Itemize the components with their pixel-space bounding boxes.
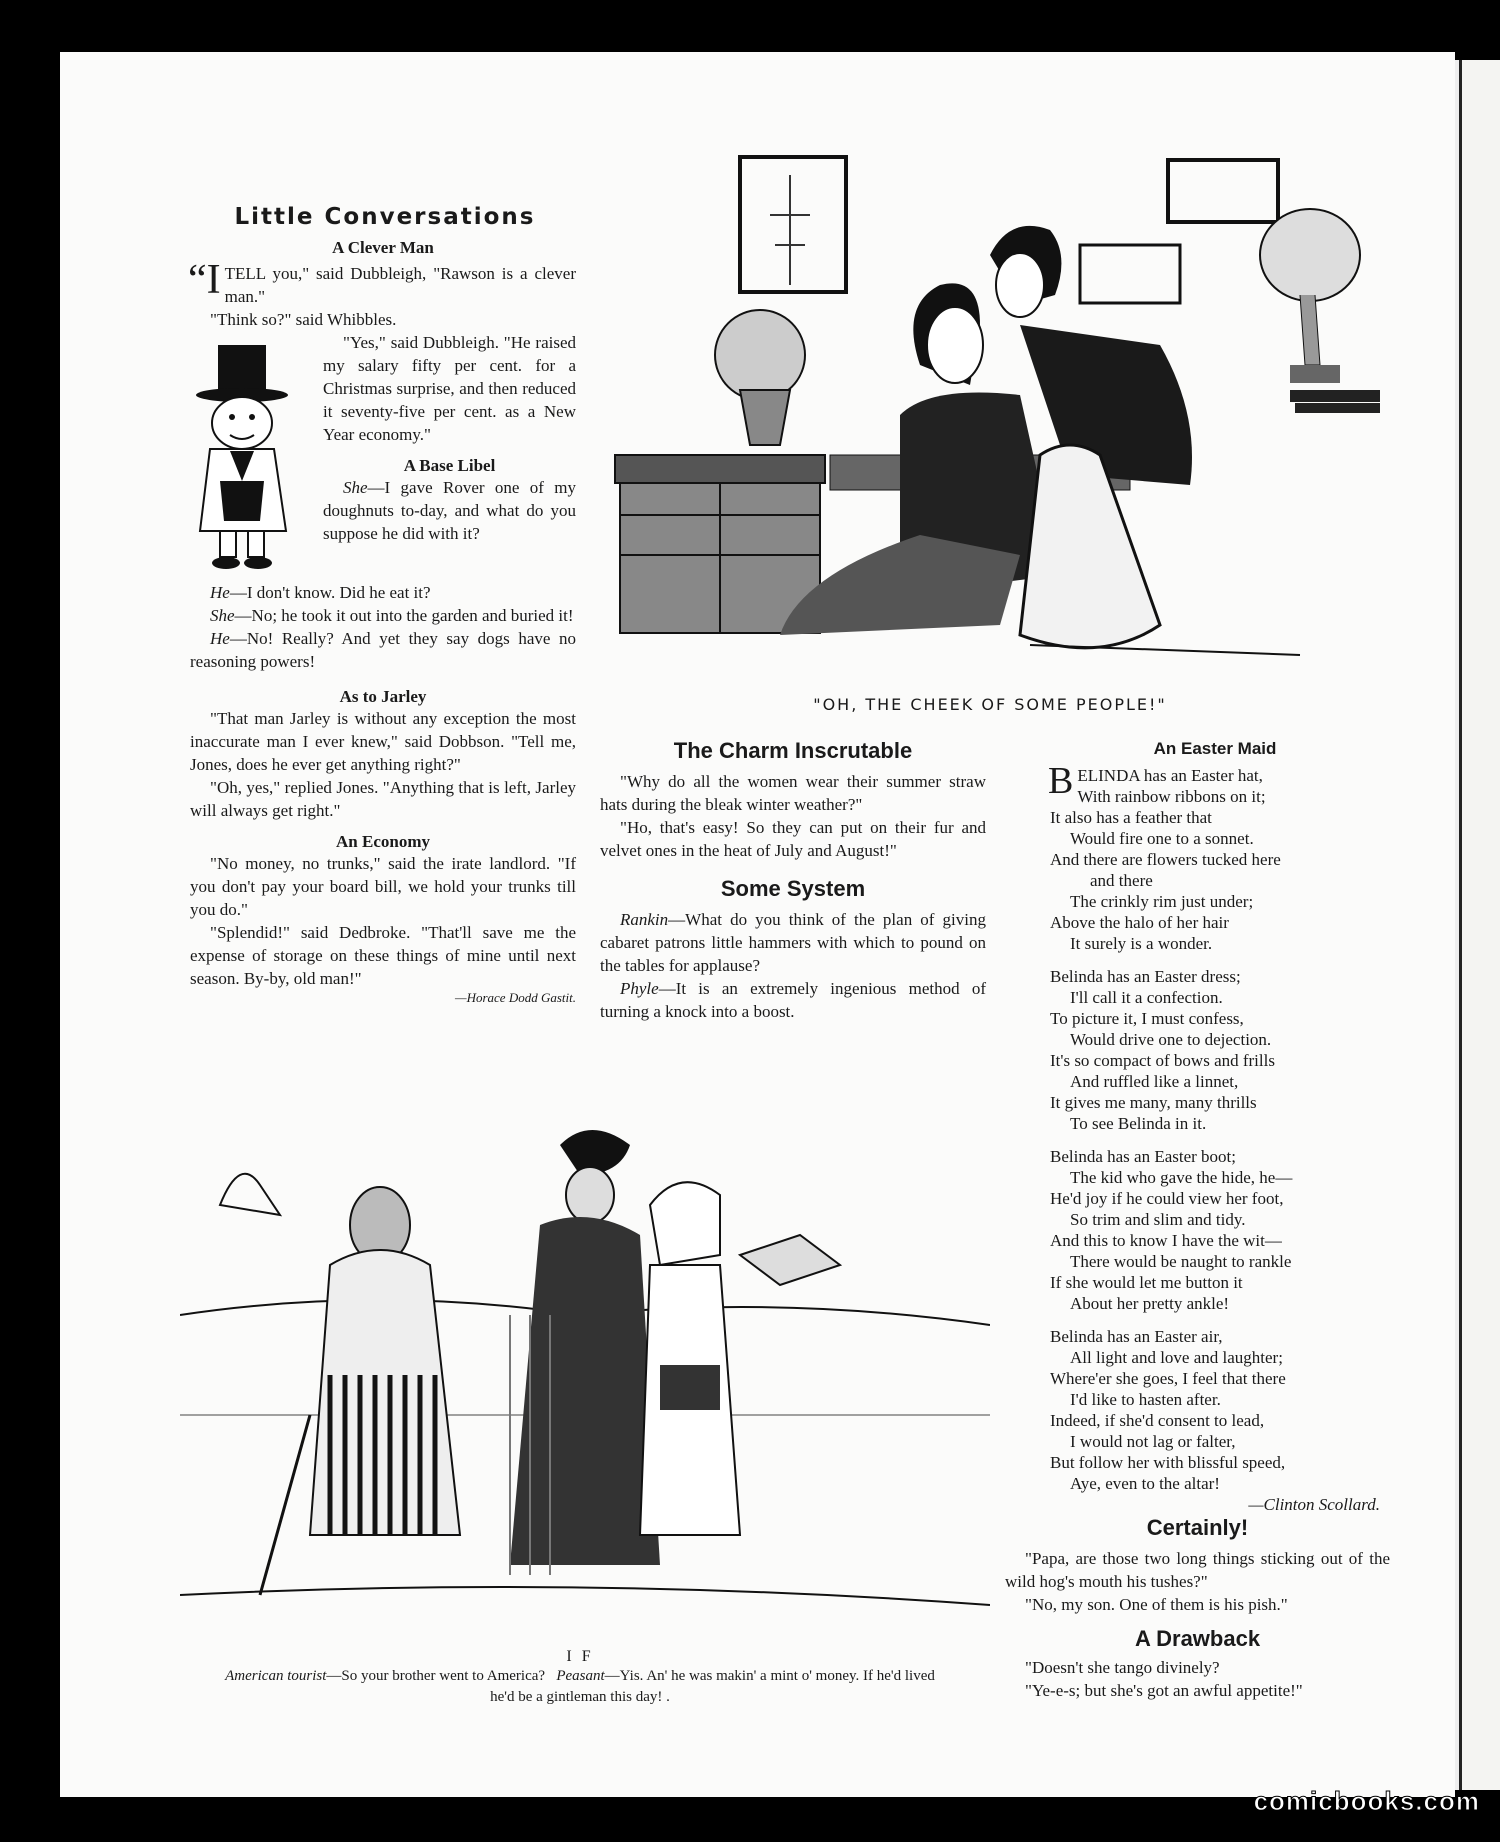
paragraph: "Yes," said Dubbleigh. "He raised my salary fifty per cent. for a Christmas surprise, and then reduced it seventy-five per cent. as a New Year economy." bbox=[323, 333, 576, 444]
stanza: BELINDA has an Easter hat, With rainbow ribbons on it; It also has a feather that Would fire one to a sonnet. And there are flowers tucked here and there The crinkly rim just under; Above the halo of her hair It surely is a wonder. bbox=[1048, 760, 1281, 953]
paragraph: —I gave Rover one of my doughnuts to-day, and what do you suppose he did with it? bbox=[323, 478, 576, 543]
section-heading: An Easter Maid bbox=[1153, 739, 1277, 758]
author-credit: —Clinton Scollard. bbox=[1248, 1495, 1380, 1514]
watermark: comicbooks.com bbox=[1253, 1786, 1480, 1816]
bottom-illustration-caption: American tourist—So your brother went to America? Peasant—Yis. An' he was makin' a mint o' money. If he'd lived he'd be a gintleman this day! . bbox=[225, 1668, 935, 1705]
top-hat-man-illustration bbox=[190, 331, 315, 581]
section-heading: A Clever Man bbox=[332, 238, 434, 257]
peasant-illustration bbox=[180, 1115, 990, 1635]
section-heading: Some System bbox=[720, 876, 866, 901]
couple-illustration bbox=[600, 155, 1390, 675]
facing-page-edge bbox=[1455, 60, 1500, 1790]
section-heading: A Drawback bbox=[1134, 1626, 1261, 1651]
middle-column bbox=[600, 738, 986, 1023]
paragraph: —I don't know. Did he eat it? bbox=[229, 583, 431, 602]
speaker: Peasant bbox=[556, 1668, 605, 1684]
speaker: Phyle bbox=[620, 979, 659, 998]
paragraph: "Why do all the women wear their summer straw hats during the bleak winter weather?" bbox=[600, 772, 986, 814]
paragraph: "Papa, are those two long things sticking out of the wild hog's mouth his tushes?" bbox=[1005, 1549, 1390, 1591]
stanza: Belinda has an Easter air, All light and love and laughter; Where'er she goes, I feel that there I'd like to hasten after. Indeed, if she'd consent to lead, I would not lag or falter, But follow her with blissful speed, Aye, even to the altar! bbox=[1050, 1327, 1286, 1493]
paragraph: "Ho, that's easy! So they can put on their fur and velvet ones in the heat of July and August!" bbox=[600, 818, 986, 860]
right-column-bottom bbox=[1005, 1515, 1390, 1702]
paragraph: —No; he took it out into the garden and buried it! bbox=[234, 606, 574, 625]
section-heading: A Base Libel bbox=[403, 456, 496, 475]
section-heading: Certainly! bbox=[1146, 1515, 1249, 1540]
section-heading: As to Jarley bbox=[339, 687, 427, 706]
paragraph: "Ye-e-s; but she's got an awful appetite!" bbox=[1025, 1681, 1303, 1700]
drop-cap: B bbox=[1048, 760, 1074, 802]
paragraph: "No, my son. One of them is his pish." bbox=[1025, 1595, 1288, 1614]
left-column bbox=[190, 238, 576, 1006]
section-heading: An Economy bbox=[336, 832, 430, 851]
speaker: American tourist bbox=[225, 1668, 327, 1684]
speaker: He bbox=[210, 629, 230, 648]
speaker: She bbox=[343, 478, 368, 497]
paragraph: "Doesn't she tango divinely? bbox=[1025, 1658, 1220, 1677]
right-column bbox=[1050, 738, 1380, 1515]
paragraph: TELL you," said Dubbleigh, "Rawson is a clever man." bbox=[224, 264, 576, 306]
speaker: He bbox=[210, 583, 230, 602]
paragraph: "No money, no trunks," said the irate landlord. "If you don't pay your board bill, we hold your trunks till you do." bbox=[190, 854, 576, 919]
top-illustration-caption: "OH, THE CHEEK OF SOME PEOPLE!" bbox=[813, 695, 1167, 714]
paragraph: "Oh, yes," replied Jones. "Anything that is left, Jarley will always get right." bbox=[190, 778, 576, 820]
bottom-illustration-title: I F bbox=[566, 1648, 594, 1665]
page-title: Little Conversations bbox=[234, 204, 536, 230]
author-credit: —Horace Dodd Gastit. bbox=[455, 990, 576, 1005]
paragraph: "Think so?" said Whibbles. bbox=[210, 310, 397, 329]
paragraph: "That man Jarley is without any exception the most inaccurate man I ever knew," said Dobbson. "Tell me, Jones, does he ever get anything right?" bbox=[190, 709, 576, 774]
paragraph: "Splendid!" said Dedbroke. "That'll save me the expense of storage on these things of mine until next season. By-by, old man!" bbox=[190, 923, 576, 988]
speaker: She bbox=[210, 606, 235, 625]
speaker: Rankin bbox=[620, 910, 669, 929]
paragraph: —No! Really? And yet they say dogs have no reasoning powers! bbox=[190, 629, 576, 671]
drop-cap: “I bbox=[188, 257, 221, 303]
section-heading: The Charm Inscrutable bbox=[673, 738, 913, 763]
stanza: Belinda has an Easter boot; The kid who gave the hide, he— He'd joy if he could view her foot, So trim and slim and tidy. And this to know I have the wit— There would be naught to rankle If she would let me button it About her pretty ankle! bbox=[1050, 1147, 1293, 1313]
paragraph: —It is an extremely ingenious method of turning a knock into a boost. bbox=[600, 979, 986, 1021]
stanza: Belinda has an Easter dress; I'll call it a confection. To picture it, I must confess, Would drive one to dejection. It's so compact of bows and frills And ruffled like a linnet, It gives me many, many thrills To see Belinda in it. bbox=[1050, 967, 1275, 1133]
paragraph: —What do you think of the plan of giving cabaret patrons little hammers with which to pound on the tables for applause? bbox=[600, 910, 986, 975]
